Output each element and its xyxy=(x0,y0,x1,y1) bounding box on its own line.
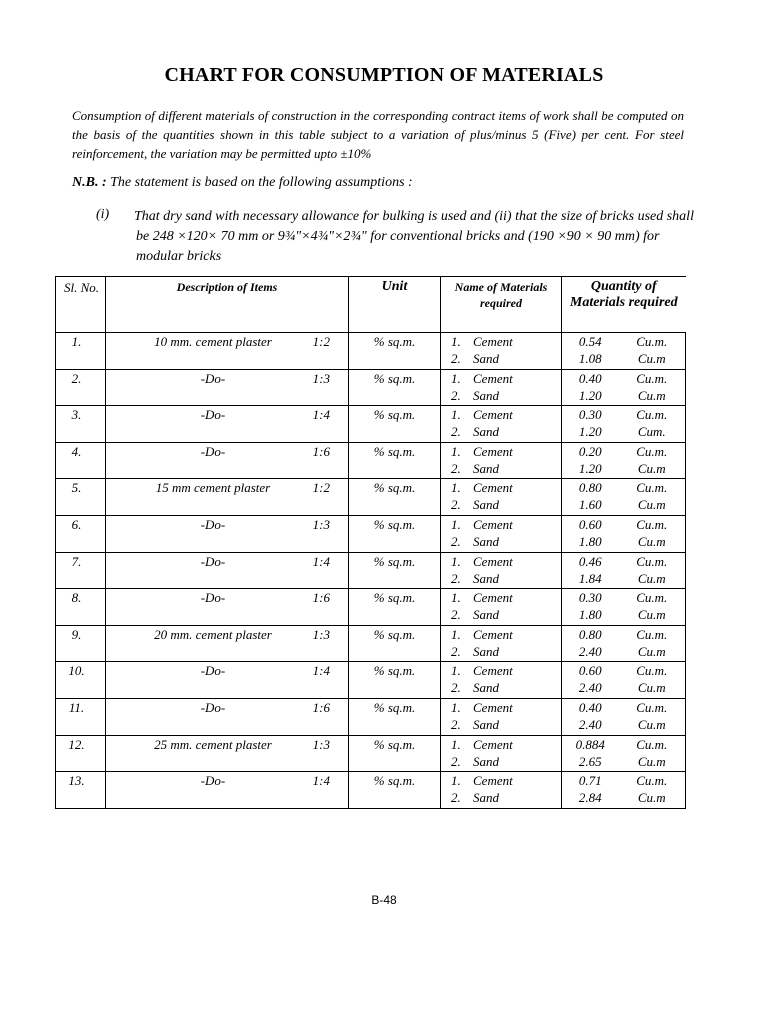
row-quantity-unit xyxy=(619,735,686,772)
row-sl-no: 13. xyxy=(56,772,106,809)
assumption-text: That dry sand with necessary allowance for bulking is used and (ii) that the size of bricks used shall be 248 ×120× 70 mm or 9¾"×4¾"×2¾" for conventional bricks and (190 ×90 × 90 mm) for modular bricks xyxy=(134,209,694,264)
quantity-value: 1.20 xyxy=(578,424,602,440)
row-unit: % sq.m. xyxy=(349,406,441,443)
mix-ratio: 1:3 xyxy=(312,370,330,386)
table-row xyxy=(56,479,686,516)
page-title: CHART FOR CONSUMPTION OF MATERIALS xyxy=(164,64,604,86)
material-name: Sand xyxy=(473,387,499,403)
material-item: 2. Sand xyxy=(451,460,499,476)
row-sl-no: 7. xyxy=(56,552,106,589)
row-description xyxy=(106,515,349,552)
quantity-unit: Cu.m xyxy=(637,643,666,659)
quantity-unit: Cum. xyxy=(637,424,666,440)
description-text: -Do- xyxy=(200,663,226,679)
row-unit: % sq.m. xyxy=(349,625,441,662)
quantity-unit: Cu.m xyxy=(637,607,666,623)
quantity-value: 0.60 xyxy=(578,663,602,679)
material-name: Cement xyxy=(473,663,513,679)
quantity-value: 0.71 xyxy=(578,773,602,789)
row-quantity xyxy=(562,735,619,772)
description-text: -Do- xyxy=(200,773,226,789)
row-quantity-unit xyxy=(619,698,686,735)
row-description xyxy=(106,552,349,589)
quantity-value: 0.40 xyxy=(578,699,602,715)
material-name: Cement xyxy=(473,334,513,349)
quantity-value: 1.08 xyxy=(578,351,602,366)
mix-ratio: 1:3 xyxy=(312,626,330,642)
material-item: 2. Sand xyxy=(451,680,499,696)
row-unit: % sq.m. xyxy=(349,698,441,735)
material-item: 1. Cement xyxy=(451,516,513,532)
row-sl-no: 6. xyxy=(56,515,106,552)
row-unit: % sq.m. xyxy=(349,735,441,772)
mix-ratio: 1:3 xyxy=(312,736,330,752)
row-description xyxy=(106,589,349,626)
material-name: Sand xyxy=(473,716,499,732)
row-materials xyxy=(441,333,562,370)
quantity-value: 0.80 xyxy=(578,626,602,642)
nb-note xyxy=(72,175,413,191)
mix-ratio: 1:2 xyxy=(312,334,330,349)
material-name: Cement xyxy=(473,480,513,496)
row-unit: % sq.m. xyxy=(349,515,441,552)
row-quantity-unit xyxy=(619,442,686,479)
page-number: B-48 xyxy=(371,893,397,907)
table-row xyxy=(56,589,686,626)
quantity-value: 0.30 xyxy=(578,590,602,606)
quantity-value: 0.80 xyxy=(578,480,602,496)
row-unit: % sq.m. xyxy=(349,552,441,589)
material-name: Sand xyxy=(473,607,499,623)
quantity-value: 1.80 xyxy=(578,533,602,549)
material-name: Sand xyxy=(473,753,499,769)
quantity-value: 2.84 xyxy=(578,790,602,806)
quantity-unit: Cu.m xyxy=(637,460,666,476)
row-materials xyxy=(441,515,562,552)
quantity-unit: Cu.m. xyxy=(636,480,668,496)
table-row xyxy=(56,772,686,809)
row-quantity xyxy=(562,442,619,479)
materials-table xyxy=(55,276,686,809)
material-name: Cement xyxy=(473,773,513,789)
row-description xyxy=(106,442,349,479)
quantity-unit: Cu.m. xyxy=(636,663,668,679)
description-text: -Do- xyxy=(200,553,226,569)
quantity-unit: Cu.m xyxy=(637,497,666,513)
material-name: Sand xyxy=(473,680,499,696)
material-name: Sand xyxy=(473,643,499,659)
row-unit: % sq.m. xyxy=(349,772,441,809)
quantity-unit: Cu.m xyxy=(637,570,666,586)
quantity-unit: Cu.m. xyxy=(636,590,668,606)
material-name: Sand xyxy=(473,790,499,806)
row-quantity-unit xyxy=(619,589,686,626)
material-item: 1. Cement xyxy=(451,334,513,349)
row-materials xyxy=(441,735,562,772)
header-materials: Name of Materials required xyxy=(441,277,562,333)
quantity-value: 1.80 xyxy=(578,607,602,623)
row-description xyxy=(106,662,349,699)
material-item: 2. Sand xyxy=(451,387,499,403)
material-item: 2. Sand xyxy=(451,424,499,440)
mix-ratio: 1:4 xyxy=(312,773,330,789)
material-item: 2. Sand xyxy=(451,497,499,513)
material-item: 2. Sand xyxy=(451,643,499,659)
row-materials xyxy=(441,589,562,626)
quantity-unit: Cu.m xyxy=(637,790,666,806)
material-item: 2. Sand xyxy=(451,607,499,623)
row-quantity-unit xyxy=(619,625,686,662)
row-sl-no: 10. xyxy=(56,662,106,699)
table-row xyxy=(56,369,686,406)
quantity-unit: Cu.m. xyxy=(636,626,668,642)
quantity-unit: Cu.m. xyxy=(636,334,668,349)
row-materials xyxy=(441,552,562,589)
row-sl-no: 4. xyxy=(56,442,106,479)
table-row xyxy=(56,698,686,735)
row-quantity-unit xyxy=(619,662,686,699)
quantity-value: 0.884 xyxy=(575,736,605,752)
description-text: 25 mm. cement plaster xyxy=(154,736,272,752)
description-text: -Do- xyxy=(200,590,226,606)
material-item: 1. Cement xyxy=(451,663,513,679)
material-name: Cement xyxy=(473,699,513,715)
row-materials xyxy=(441,442,562,479)
row-quantity-unit xyxy=(619,515,686,552)
material-name: Sand xyxy=(473,424,499,440)
header-sl-no: Sl. No. xyxy=(56,277,106,333)
row-sl-no: 1. xyxy=(56,333,106,370)
description-text: 20 mm. cement plaster xyxy=(154,626,272,642)
row-quantity xyxy=(562,698,619,735)
table-row xyxy=(56,625,686,662)
nb-text: The statement is based on the following assumptions : xyxy=(110,175,413,190)
material-item: 1. Cement xyxy=(451,553,513,569)
description-text: 10 mm. cement plaster xyxy=(154,334,272,349)
quantity-unit: Cu.m xyxy=(637,351,666,366)
row-sl-no: 5. xyxy=(56,479,106,516)
row-quantity-unit xyxy=(619,552,686,589)
quantity-unit: Cu.m. xyxy=(636,370,668,386)
table-row xyxy=(56,442,686,479)
mix-ratio: 1:6 xyxy=(312,699,330,715)
description-text: -Do- xyxy=(200,370,226,386)
mix-ratio: 1:3 xyxy=(312,516,330,532)
material-name: Cement xyxy=(473,443,513,459)
material-name: Cement xyxy=(473,516,513,532)
description-text: -Do- xyxy=(200,443,226,459)
quantity-unit: Cu.m. xyxy=(636,736,668,752)
row-description xyxy=(106,772,349,809)
row-sl-no: 9. xyxy=(56,625,106,662)
description-text: 15 mm cement plaster xyxy=(155,480,271,496)
row-quantity xyxy=(562,589,619,626)
header-unit: Unit xyxy=(349,277,441,333)
row-sl-no: 3. xyxy=(56,406,106,443)
mix-ratio: 1:2 xyxy=(312,480,330,496)
material-item: 2. Sand xyxy=(451,753,499,769)
description-text: -Do- xyxy=(200,516,226,532)
material-item: 1. Cement xyxy=(451,590,513,606)
row-description xyxy=(106,735,349,772)
quantity-unit: Cu.m xyxy=(637,533,666,549)
quantity-value: 0.20 xyxy=(578,443,602,459)
material-item: 2. Sand xyxy=(451,716,499,732)
quantity-value: 0.60 xyxy=(578,516,602,532)
quantity-unit: Cu.m xyxy=(637,753,666,769)
row-sl-no: 8. xyxy=(56,589,106,626)
header-description: Description of Items xyxy=(106,277,349,333)
table-row xyxy=(56,515,686,552)
description-text: -Do- xyxy=(200,407,226,423)
mix-ratio: 1:4 xyxy=(312,663,330,679)
table-row xyxy=(56,735,686,772)
material-name: Cement xyxy=(473,736,513,752)
row-unit: % sq.m. xyxy=(349,662,441,699)
row-materials xyxy=(441,406,562,443)
quantity-value: 2.65 xyxy=(578,753,602,769)
material-name: Cement xyxy=(473,626,513,642)
quantity-value: 0.30 xyxy=(578,407,602,423)
quantity-unit: Cu.m xyxy=(637,387,666,403)
row-description xyxy=(106,479,349,516)
row-sl-no: 2. xyxy=(56,369,106,406)
description-text: -Do- xyxy=(200,699,226,715)
material-item: 1. Cement xyxy=(451,626,513,642)
mix-ratio: 1:6 xyxy=(312,590,330,606)
quantity-unit: Cu.m. xyxy=(636,516,668,532)
material-item: 1. Cement xyxy=(451,407,513,423)
material-item: 1. Cement xyxy=(451,480,513,496)
quantity-value: 0.54 xyxy=(578,334,602,349)
table-row xyxy=(56,552,686,589)
material-item: 2. Sand xyxy=(451,533,499,549)
row-quantity xyxy=(562,369,619,406)
row-quantity xyxy=(562,515,619,552)
row-unit: % sq.m. xyxy=(349,479,441,516)
table-header-row xyxy=(56,277,686,333)
row-unit: % sq.m. xyxy=(349,442,441,479)
row-quantity xyxy=(562,479,619,516)
mix-ratio: 1:6 xyxy=(312,443,330,459)
material-item: 1. Cement xyxy=(451,699,513,715)
material-item: 2. Sand xyxy=(451,351,499,366)
nb-label: N.B. : xyxy=(72,175,107,190)
row-quantity-unit xyxy=(619,479,686,516)
quantity-value: 2.40 xyxy=(578,716,602,732)
quantity-unit: Cu.m xyxy=(637,680,666,696)
mix-ratio: 1:4 xyxy=(312,407,330,423)
header-quantity: Quantity of Materials required xyxy=(562,277,686,333)
quantity-unit: Cu.m. xyxy=(636,443,668,459)
material-item: 1. Cement xyxy=(451,736,513,752)
row-materials xyxy=(441,772,562,809)
quantity-unit: Cu.m. xyxy=(636,407,668,423)
quantity-value: 0.40 xyxy=(578,370,602,386)
assumption-number: (i) xyxy=(96,207,110,222)
material-name: Cement xyxy=(473,553,513,569)
quantity-value: 2.40 xyxy=(578,680,602,696)
row-materials xyxy=(441,698,562,735)
material-name: Sand xyxy=(473,460,499,476)
row-materials xyxy=(441,369,562,406)
quantity-value: 1.84 xyxy=(578,570,602,586)
material-name: Sand xyxy=(473,533,499,549)
row-unit: % sq.m. xyxy=(349,589,441,626)
quantity-unit: Cu.m. xyxy=(636,773,668,789)
material-item: 1. Cement xyxy=(451,443,513,459)
quantity-value: 2.40 xyxy=(578,643,602,659)
material-name: Sand xyxy=(473,570,499,586)
table-row xyxy=(56,333,686,370)
material-name: Sand xyxy=(473,497,499,513)
row-quantity-unit xyxy=(619,369,686,406)
material-item: 1. Cement xyxy=(451,773,513,789)
table-row xyxy=(56,406,686,443)
quantity-unit: Cu.m xyxy=(637,716,666,732)
row-quantity-unit xyxy=(619,406,686,443)
row-description xyxy=(106,369,349,406)
row-description xyxy=(106,698,349,735)
material-item: 2. Sand xyxy=(451,790,499,806)
material-name: Sand xyxy=(473,351,499,366)
quantity-value: 0.46 xyxy=(578,553,602,569)
row-materials xyxy=(441,662,562,699)
material-name: Cement xyxy=(473,407,513,423)
row-materials xyxy=(441,479,562,516)
row-quantity-unit xyxy=(619,772,686,809)
material-name: Cement xyxy=(473,370,513,386)
row-quantity xyxy=(562,662,619,699)
material-item: 1. Cement xyxy=(451,370,513,386)
material-name: Cement xyxy=(473,590,513,606)
row-unit: % sq.m. xyxy=(349,369,441,406)
row-description xyxy=(106,625,349,662)
material-item: 2. Sand xyxy=(451,570,499,586)
row-quantity xyxy=(562,552,619,589)
row-quantity xyxy=(562,406,619,443)
quantity-value: 1.20 xyxy=(578,387,602,403)
row-materials xyxy=(441,625,562,662)
row-quantity xyxy=(562,772,619,809)
quantity-value: 1.20 xyxy=(578,460,602,476)
row-quantity xyxy=(562,625,619,662)
quantity-value: 1.60 xyxy=(578,497,602,513)
row-quantity-unit xyxy=(619,333,686,370)
row-description xyxy=(106,406,349,443)
quantity-unit: Cu.m. xyxy=(636,699,668,715)
mix-ratio: 1:4 xyxy=(312,553,330,569)
row-unit: % sq.m. xyxy=(349,333,441,370)
intro-paragraph: Consumption of different materials of construction in the corresponding contract items of work shall be computed on the basis of the quantities shown in this table subject to a variation of plus/minus 5 (Five) per cent. For steel reinforcement, the variation may be permitted upto ±10% xyxy=(72,108,684,161)
table-row xyxy=(56,662,686,699)
row-sl-no: 12. xyxy=(56,735,106,772)
quantity-unit: Cu.m. xyxy=(636,553,668,569)
row-description xyxy=(106,333,349,370)
row-sl-no: 11. xyxy=(56,698,106,735)
row-quantity xyxy=(562,333,619,370)
